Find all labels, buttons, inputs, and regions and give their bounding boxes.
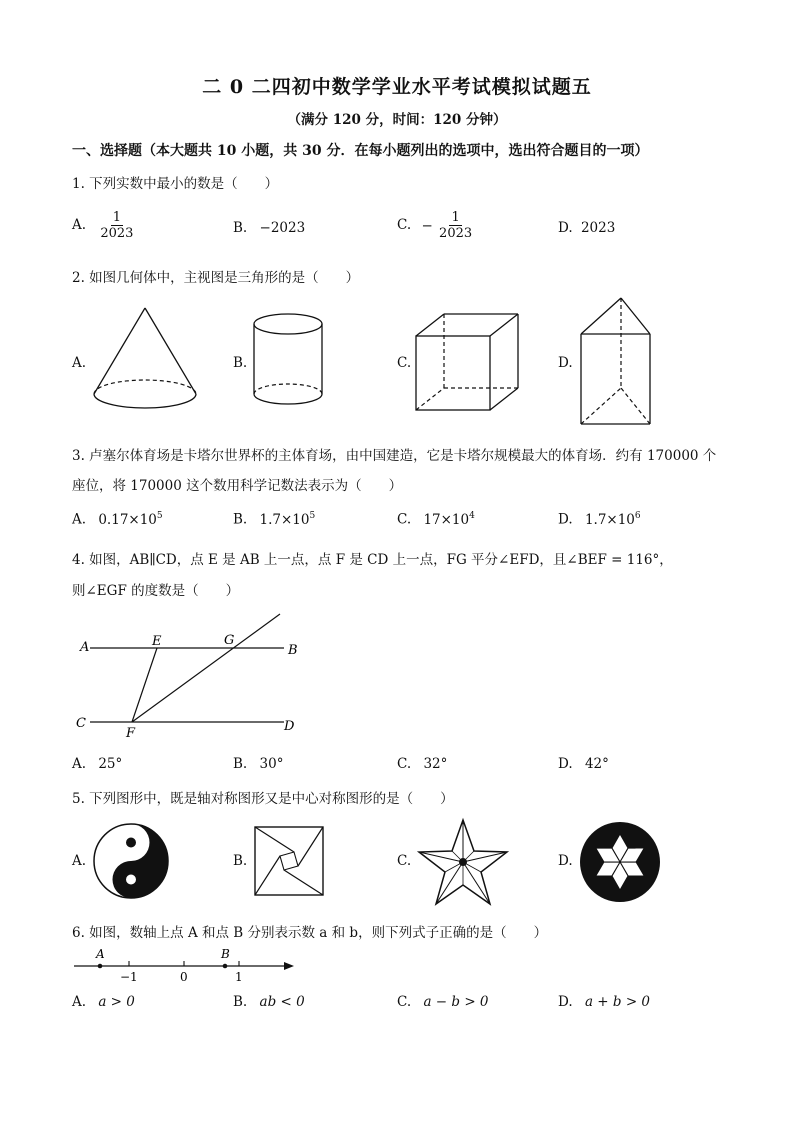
q4-a-value: 25° <box>98 756 123 772</box>
q6-stem: 6. 如图，数轴上点 A 和点 B 分别表示数 a 和 b，则下列式子正确的是（ ） <box>72 925 548 941</box>
q3-c-label: C. <box>397 511 412 528</box>
q4-option-a <box>72 756 122 772</box>
q1-d-value: 2023 <box>580 220 616 236</box>
parallel-lines-figure <box>72 612 312 740</box>
q4-d-label: D. <box>558 756 573 772</box>
q3-c-exp: 4 <box>469 511 475 521</box>
q1-option-c <box>397 210 474 241</box>
q3-b-label: B. <box>233 511 248 528</box>
label-g: G <box>224 633 235 648</box>
q3-option-c <box>397 511 475 528</box>
q6-option-c <box>397 994 489 1010</box>
label-e: E <box>152 634 162 649</box>
q1-option-b <box>233 220 305 236</box>
q3-d-value: 1.7×10 <box>584 511 635 528</box>
q5-d-label: D. <box>558 853 573 869</box>
axis-label-b: B <box>221 947 230 961</box>
q1-c-label: C. <box>397 217 412 233</box>
section-heading: 一、选择题（本大题共 10 小题，共 30 分．在每小题列出的选项中，选出符合题目的一项） <box>72 143 649 159</box>
q3-b-exp: 5 <box>309 511 316 521</box>
q1-a-den: 2023 <box>100 226 134 241</box>
q3-c-value: 17×10 <box>423 511 470 528</box>
q5-stem: 5. 下列图形中，既是轴对称图形又是中心对称图形的是（ ） <box>72 791 454 807</box>
q6-a-label: A. <box>72 994 87 1010</box>
tick-label-neg1: −1 <box>120 970 138 984</box>
q5-b-label: B. <box>233 853 248 869</box>
label-d: D <box>284 719 295 734</box>
q4-option-d <box>558 756 609 772</box>
q3-d-exp: 6 <box>634 511 641 521</box>
q3-option-a <box>72 511 163 528</box>
q4-b-label: B. <box>233 756 248 772</box>
star-icon <box>417 818 509 908</box>
q6-d-value: a + b > 0 <box>584 994 651 1010</box>
q1-b-label: B. <box>233 220 248 236</box>
page-subtitle: （满分 120 分，时间：120 分钟） <box>287 112 507 128</box>
q5-a-label: A. <box>72 853 87 869</box>
q1-d-label: D. <box>558 220 573 236</box>
label-c: C <box>76 716 86 731</box>
page-title: 二 0 二四初中数学学业水平考试模拟试题五 <box>202 76 592 98</box>
q6-option-a <box>72 994 135 1010</box>
q4-option-c <box>397 756 447 772</box>
q4-c-value: 32° <box>423 756 448 772</box>
q1-c-num: 1 <box>451 210 460 225</box>
q2-stem: 2. 如图几何体中，主视图是三角形的是（ ） <box>72 270 360 286</box>
square-pinwheel-figure <box>254 826 326 898</box>
q4-option-b <box>233 756 283 772</box>
label-b: B <box>288 643 298 658</box>
q6-a-value: a > 0 <box>98 994 135 1010</box>
q6-d-label: D. <box>558 994 573 1010</box>
q4-b-value: 30° <box>259 756 284 772</box>
q3-b-value: 1.7×10 <box>259 511 310 528</box>
tick-label-1: 1 <box>235 970 243 984</box>
q6-c-value: a − b > 0 <box>423 994 489 1010</box>
q3-a-exp: 5 <box>156 511 163 521</box>
q1-a-label: A. <box>72 217 87 233</box>
number-line-figure <box>72 946 298 988</box>
q6-option-d <box>558 994 650 1010</box>
q6-c-label: C. <box>397 994 412 1010</box>
q1-c-sign: − <box>421 217 433 234</box>
q2-a-label: A. <box>72 355 87 371</box>
cone-figure <box>90 306 205 414</box>
q4-d-value: 42° <box>584 756 609 772</box>
yin-yang-icon <box>92 822 172 902</box>
q3-option-b <box>233 511 315 528</box>
q3-d-label: D. <box>558 511 573 528</box>
q5-c-label: C. <box>397 853 412 869</box>
q1-option-a <box>72 210 135 241</box>
q1-c-fraction <box>437 210 474 241</box>
q3-stem-line1: 3. 卢塞尔体育场是卡塔尔世界杯的主体育场，由中国建造，它是卡塔尔规模最大的体育场．约有 170000 个 <box>72 448 717 464</box>
label-a: A <box>80 640 90 655</box>
q3-stem-line2: 座位，将 170000 这个数用科学记数法表示为（ ） <box>72 478 403 494</box>
q1-a-num: 1 <box>112 210 122 225</box>
cube-figure <box>414 312 522 412</box>
q1-a-fraction <box>98 210 135 241</box>
q1-c-den: 2023 <box>439 226 473 241</box>
flower-circle-icon <box>579 821 661 903</box>
tick-label-0: 0 <box>180 970 188 984</box>
q4-c-label: C. <box>397 756 412 772</box>
prism-figure <box>578 296 653 428</box>
q6-option-b <box>233 994 305 1010</box>
q4-stem-line2: 则∠EGF 的度数是（ ） <box>72 583 240 599</box>
axis-label-a: A <box>96 947 105 961</box>
q2-d-label: D. <box>558 355 573 371</box>
q1-option-d <box>558 220 615 236</box>
q6-b-value: ab < 0 <box>259 994 305 1010</box>
q1-stem: 1. 下列实数中最小的数是（ ） <box>72 176 279 192</box>
q1-b-value: −2023 <box>259 220 306 236</box>
q3-option-d <box>558 511 641 528</box>
q2-c-label: C. <box>397 355 412 371</box>
q6-b-label: B. <box>233 994 248 1010</box>
label-f: F <box>126 726 136 741</box>
q3-a-label: A. <box>72 511 87 528</box>
cylinder-figure <box>252 312 327 412</box>
q3-a-value: 0.17×10 <box>98 511 157 528</box>
q4-stem-line1: 4. 如图，AB∥CD，点 E 是 AB 上一点，点 F 是 CD 上一点，FG 平分∠EFD，且∠BEF = 116°， <box>72 552 673 568</box>
q4-a-label: A. <box>72 756 87 772</box>
q2-b-label: B. <box>233 355 248 371</box>
